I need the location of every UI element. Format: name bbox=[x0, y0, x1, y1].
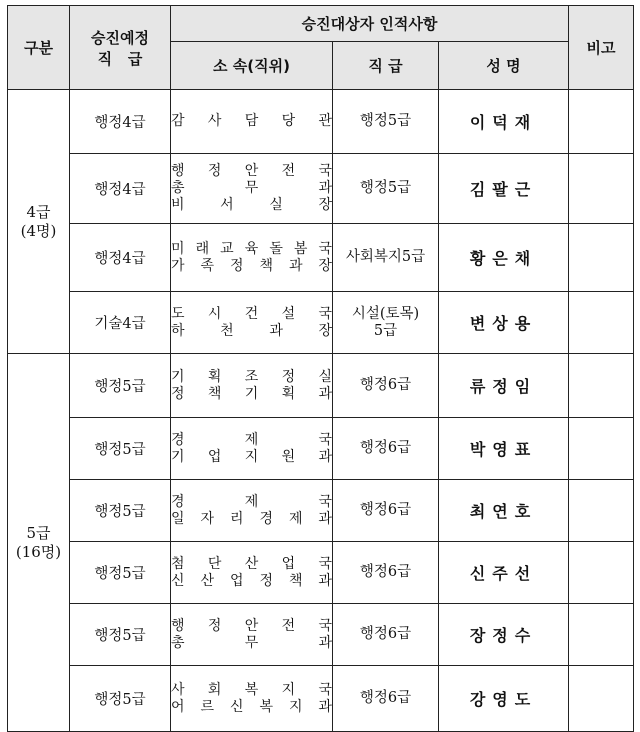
dept-char: 행 bbox=[171, 617, 185, 634]
dept-char: 전 bbox=[281, 617, 296, 634]
dept-cell bbox=[171, 224, 333, 292]
person-name: 황은채 bbox=[439, 224, 569, 292]
dept-char: 시 bbox=[207, 305, 222, 322]
current-grade-cell bbox=[333, 224, 439, 292]
dept-char: 장 bbox=[318, 322, 332, 339]
dept-char: 지 bbox=[288, 698, 303, 715]
dept-line bbox=[171, 432, 332, 449]
table-row bbox=[8, 292, 634, 354]
group-label-grade: 4급 bbox=[26, 202, 51, 221]
dept-char: 국 bbox=[318, 617, 332, 634]
dept-line bbox=[171, 258, 332, 275]
header-name: 성 명 bbox=[439, 42, 569, 90]
dept-char: 래 bbox=[195, 240, 210, 257]
promo-grade-cell: 행정5급 bbox=[70, 354, 171, 418]
dept-line bbox=[171, 494, 332, 511]
dept-char: 일 bbox=[171, 510, 185, 527]
dept-char: 족 bbox=[200, 257, 215, 274]
dept-char: 르 bbox=[200, 698, 215, 715]
dept-char: 과 bbox=[318, 385, 332, 402]
dept-line bbox=[171, 682, 332, 699]
dept-char: 정 bbox=[207, 163, 222, 179]
promo-grade-cell: 행정4급 bbox=[70, 90, 171, 154]
header-info-group: 승진대상자 인적사항 bbox=[171, 6, 569, 42]
dept-char: 지 bbox=[281, 681, 296, 698]
dept-char: 육 bbox=[244, 240, 259, 257]
remarks-cell bbox=[569, 542, 634, 604]
table-row bbox=[8, 224, 634, 292]
current-grade-cell bbox=[333, 418, 439, 480]
dept-char: 무 bbox=[244, 180, 259, 196]
dept-cell bbox=[171, 418, 333, 480]
promo-grade-cell: 행정4급 bbox=[70, 224, 171, 292]
dept-char: 과 bbox=[288, 257, 303, 274]
dept-char: 자 bbox=[200, 510, 215, 527]
dept-char: 가 bbox=[171, 257, 185, 274]
promo-grade-cell: 행정5급 bbox=[70, 480, 171, 542]
dept-line bbox=[171, 197, 332, 214]
table-row bbox=[8, 480, 634, 542]
current-grade-cell bbox=[333, 604, 439, 666]
group-label-count: (4명) bbox=[20, 221, 57, 240]
remarks-cell bbox=[569, 292, 634, 354]
promo-grade-cell: 행정4급 bbox=[70, 154, 171, 224]
remarks-cell bbox=[569, 666, 634, 732]
dept-char: 과 bbox=[318, 634, 332, 651]
dept-char: 교 bbox=[220, 240, 234, 257]
dept-char: 국 bbox=[318, 305, 332, 322]
dept-line bbox=[171, 113, 332, 130]
remarks-cell bbox=[569, 224, 634, 292]
current-grade-line: 행정6급 bbox=[359, 502, 412, 518]
dept-char: 행 bbox=[171, 163, 185, 179]
person-name: 김팔근 bbox=[439, 154, 569, 224]
dept-line bbox=[171, 699, 332, 716]
current-grade-line: 행정5급 bbox=[359, 113, 412, 129]
dept-char: 어 bbox=[171, 698, 185, 715]
dept-char: 정 bbox=[259, 572, 273, 589]
current-grade-line: 행정6급 bbox=[359, 564, 412, 580]
dept-char: 리 bbox=[229, 510, 244, 527]
dept-cell bbox=[171, 90, 333, 154]
person-name: 변상용 bbox=[439, 292, 569, 354]
dept-char: 총 bbox=[171, 180, 185, 196]
dept-line bbox=[171, 573, 332, 590]
dept-line bbox=[171, 635, 332, 652]
dept-char: 장 bbox=[318, 257, 332, 274]
promo-grade-cell: 행정5급 bbox=[70, 418, 171, 480]
dept-line bbox=[171, 449, 332, 466]
dept-char: 총 bbox=[171, 634, 185, 651]
current-grade-line: 행정6급 bbox=[359, 440, 412, 456]
dept-char: 당 bbox=[281, 113, 296, 129]
dept-char: 전 bbox=[281, 163, 296, 179]
promotion-table bbox=[7, 5, 634, 732]
header-promo-grade-line1: 승진예정 bbox=[91, 28, 149, 47]
current-grade-line: 5급 bbox=[373, 322, 398, 339]
promo-grade-cell: 기술4급 bbox=[70, 292, 171, 354]
current-grade-cell bbox=[333, 90, 439, 154]
current-grade-cell bbox=[333, 542, 439, 604]
dept-char: 과 bbox=[269, 322, 283, 339]
dept-char: 안 bbox=[244, 617, 259, 634]
dept-char: 복 bbox=[259, 698, 273, 715]
dept-char: 경 bbox=[259, 510, 273, 527]
dept-char: 과 bbox=[318, 180, 332, 196]
dept-char: 하 bbox=[171, 322, 185, 339]
dept-char: 원 bbox=[281, 448, 296, 465]
dept-char: 서 bbox=[220, 197, 234, 213]
person-name: 이덕재 bbox=[439, 90, 569, 154]
remarks-cell bbox=[569, 418, 634, 480]
dept-char: 감 bbox=[171, 113, 185, 129]
remarks-cell bbox=[569, 90, 634, 154]
dept-char: 첨 bbox=[171, 555, 185, 572]
dept-char: 국 bbox=[318, 431, 332, 448]
group-label bbox=[8, 354, 70, 732]
dept-char: 봄 bbox=[293, 240, 308, 257]
header-current-grade: 직 급 bbox=[333, 42, 439, 90]
dept-line bbox=[171, 323, 332, 340]
dept-char: 국 bbox=[318, 240, 332, 257]
table-row bbox=[8, 542, 634, 604]
table-row bbox=[8, 666, 634, 732]
current-grade-cell bbox=[333, 666, 439, 732]
dept-char: 책 bbox=[259, 257, 273, 274]
dept-char: 기 bbox=[171, 448, 185, 465]
dept-char: 제 bbox=[244, 431, 259, 448]
dept-char: 신 bbox=[229, 698, 244, 715]
dept-char: 국 bbox=[318, 493, 332, 510]
current-grade-line: 행정5급 bbox=[359, 180, 412, 196]
dept-char: 건 bbox=[244, 305, 259, 322]
dept-char: 미 bbox=[171, 240, 185, 257]
dept-cell bbox=[171, 666, 333, 732]
dept-char: 비 bbox=[171, 197, 185, 213]
dept-char: 사 bbox=[207, 113, 222, 129]
dept-char: 장 bbox=[318, 197, 332, 213]
table-row bbox=[8, 418, 634, 480]
dept-char: 신 bbox=[171, 572, 185, 589]
header-promo-grade-line2: 직 급 bbox=[97, 49, 143, 68]
dept-char: 사 bbox=[171, 681, 185, 698]
dept-char: 복 bbox=[244, 681, 259, 698]
dept-char: 국 bbox=[318, 163, 332, 179]
dept-char: 정 bbox=[229, 257, 244, 274]
promo-grade-cell: 행정5급 bbox=[70, 542, 171, 604]
dept-char: 담 bbox=[244, 113, 259, 129]
current-grade-line: 사회복지5급 bbox=[345, 249, 426, 265]
person-name: 신주선 bbox=[439, 542, 569, 604]
dept-char: 천 bbox=[220, 322, 234, 339]
promo-grade-cell: 행정5급 bbox=[70, 604, 171, 666]
dept-char: 단 bbox=[207, 555, 222, 572]
dept-line bbox=[171, 511, 332, 528]
dept-char: 산 bbox=[200, 572, 215, 589]
table-row bbox=[8, 354, 634, 418]
dept-char: 업 bbox=[229, 572, 244, 589]
dept-line bbox=[171, 163, 332, 180]
dept-char: 회 bbox=[207, 681, 222, 698]
table-row bbox=[8, 90, 634, 154]
person-name: 강영도 bbox=[439, 666, 569, 732]
current-grade-line: 행정6급 bbox=[359, 377, 412, 393]
remarks-cell bbox=[569, 154, 634, 224]
dept-char: 책 bbox=[288, 572, 303, 589]
dept-cell bbox=[171, 604, 333, 666]
header-promo-grade bbox=[70, 6, 171, 90]
current-grade-cell bbox=[333, 480, 439, 542]
dept-char: 제 bbox=[244, 493, 259, 510]
header-remarks: 비고 bbox=[569, 6, 634, 90]
dept-char: 국 bbox=[318, 681, 332, 698]
dept-char: 정 bbox=[281, 368, 296, 385]
dept-char: 책 bbox=[207, 385, 222, 402]
dept-char: 기 bbox=[244, 385, 259, 402]
dept-char: 과 bbox=[318, 698, 332, 715]
dept-line bbox=[171, 306, 332, 323]
header-dept: 소 속(직위) bbox=[171, 42, 333, 90]
dept-char: 업 bbox=[207, 448, 222, 465]
dept-char: 획 bbox=[281, 385, 296, 402]
person-name: 장정수 bbox=[439, 604, 569, 666]
dept-char: 설 bbox=[281, 305, 296, 322]
dept-cell bbox=[171, 542, 333, 604]
dept-char: 정 bbox=[207, 617, 222, 634]
group-label bbox=[8, 90, 70, 354]
dept-char: 업 bbox=[281, 555, 296, 572]
remarks-cell bbox=[569, 604, 634, 666]
dept-line bbox=[171, 369, 332, 386]
person-name: 박영표 bbox=[439, 418, 569, 480]
dept-char: 국 bbox=[318, 555, 332, 572]
dept-char: 실 bbox=[318, 368, 332, 385]
dept-line bbox=[171, 618, 332, 635]
person-name: 류정임 bbox=[439, 354, 569, 418]
current-grade-cell bbox=[333, 354, 439, 418]
dept-cell bbox=[171, 354, 333, 418]
dept-char: 안 bbox=[244, 163, 259, 179]
table-row bbox=[8, 154, 634, 224]
dept-char: 관 bbox=[318, 113, 332, 129]
dept-char: 조 bbox=[244, 368, 259, 385]
promo-grade-cell: 행정5급 bbox=[70, 666, 171, 732]
group-label-grade: 5급 bbox=[26, 523, 51, 542]
current-grade-cell bbox=[333, 292, 439, 354]
dept-cell bbox=[171, 154, 333, 224]
dept-char: 기 bbox=[171, 368, 185, 385]
dept-char: 실 bbox=[269, 197, 283, 213]
current-grade-cell bbox=[333, 154, 439, 224]
dept-cell bbox=[171, 480, 333, 542]
remarks-cell bbox=[569, 480, 634, 542]
table-body bbox=[8, 90, 634, 732]
dept-char: 정 bbox=[171, 385, 185, 402]
group-label-count: (16명) bbox=[15, 542, 62, 561]
current-grade-line: 행정6급 bbox=[359, 626, 412, 642]
dept-line bbox=[171, 241, 332, 258]
header-category: 구분 bbox=[8, 6, 70, 90]
current-grade-line: 행정6급 bbox=[359, 690, 412, 706]
dept-char: 경 bbox=[171, 493, 185, 510]
dept-char: 돌 bbox=[269, 240, 283, 257]
dept-char: 과 bbox=[318, 572, 332, 589]
dept-char: 도 bbox=[171, 305, 185, 322]
dept-line bbox=[171, 386, 332, 403]
remarks-cell bbox=[569, 354, 634, 418]
dept-char: 획 bbox=[207, 368, 222, 385]
current-grade-line: 시설(토목) bbox=[351, 305, 420, 322]
dept-char: 무 bbox=[244, 634, 259, 651]
dept-cell bbox=[171, 292, 333, 354]
dept-line bbox=[171, 556, 332, 573]
dept-char: 과 bbox=[318, 448, 332, 465]
person-name: 최연호 bbox=[439, 480, 569, 542]
table-row bbox=[8, 604, 634, 666]
dept-char: 과 bbox=[318, 510, 332, 527]
dept-char: 제 bbox=[288, 510, 303, 527]
dept-char: 경 bbox=[171, 431, 185, 448]
dept-char: 산 bbox=[244, 555, 259, 572]
dept-char: 지 bbox=[244, 448, 259, 465]
dept-line bbox=[171, 180, 332, 197]
